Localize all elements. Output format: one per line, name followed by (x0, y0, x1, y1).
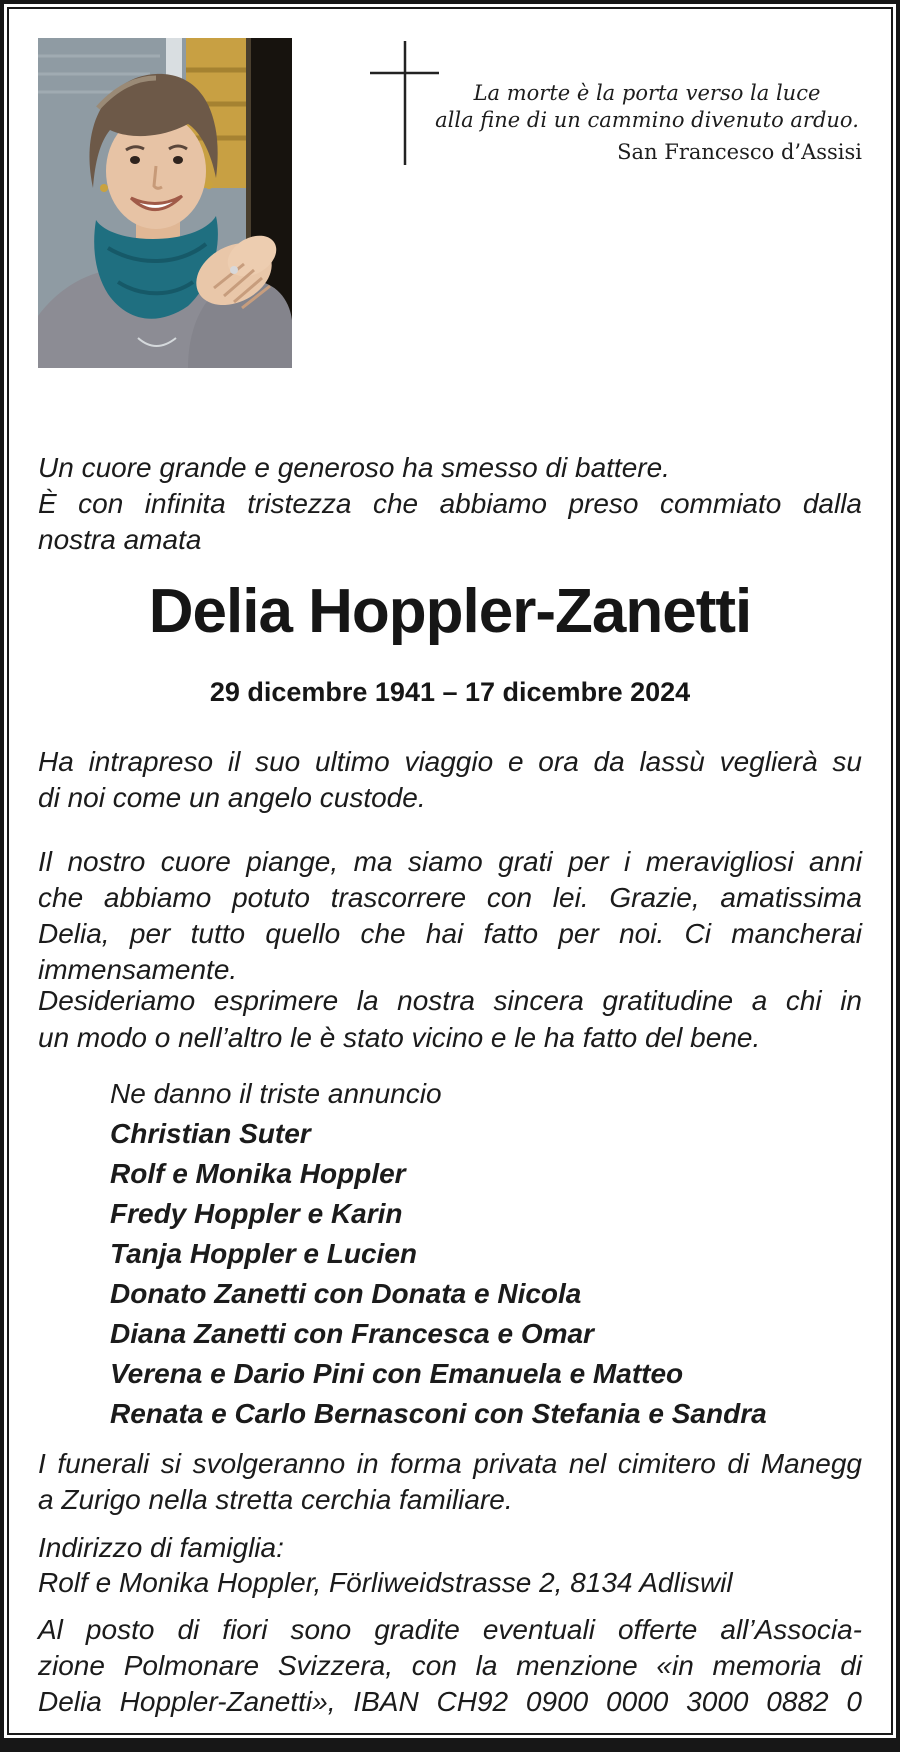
portrait-photo (38, 38, 292, 368)
quote-line: alla fine di un cammino divenuto arduo. (435, 108, 859, 132)
text-line: Verena e Dario Pini con Emanuela e Matteo (110, 1358, 684, 1389)
text-line: Un cuore grande e generoso ha smesso di battere. (38, 452, 670, 483)
quote-line: La morte è la porta verso la luce (473, 81, 821, 105)
family-address-section (38, 1530, 862, 1600)
text-line: Christian Suter (110, 1118, 311, 1149)
text-line: un modo o nell’altro le è stato vicino e le ha fatto del bene. (38, 1022, 761, 1053)
text-line: Rolf e Monika Hoppler (110, 1158, 406, 1189)
grief-paragraph (38, 844, 862, 988)
text-line: Renata e Carlo Bernasconi con Stefania e Sandra (110, 1398, 767, 1429)
text-line: immensamente. (38, 954, 238, 985)
text-line: Delia Hoppler-Zanetti», IBAN CH92 0900 0000 3000 0882 0 (38, 1686, 862, 1717)
text-line: nostra amata (38, 524, 202, 555)
text-line: Fredy Hoppler e Karin (110, 1198, 403, 1229)
text-line: Donato Zanetti con Donata e Nicola (110, 1278, 582, 1309)
text-line: È con infinita tristezza che abbiamo preso commiato dalla (38, 488, 862, 519)
text-line: I funerali si svolgeranno in forma privata nel cimitero di Manegg (38, 1448, 862, 1479)
text-line: Il nostro cuore piange, ma siamo grati per i meravigliosi anni (38, 846, 862, 877)
donation-paragraph (38, 1612, 862, 1720)
mourners-list (110, 1114, 862, 1434)
announcement-label: Ne danno il triste annuncio (110, 1078, 442, 1109)
text-line: Desideriamo esprimere la nostra sincera gratitudine a chi in (38, 985, 862, 1016)
family-address-line: Rolf e Monika Hoppler, Förliweidstrasse 2, 8134 Adliswil (38, 1567, 733, 1598)
text-line: zione Polmonare Svizzera, con la menzione «in memoria di (38, 1650, 862, 1681)
text-line: Diana Zanetti con Francesca e Omar (110, 1318, 594, 1349)
life-dates: 29 dicembre 1941 – 17 dicembre 2024 (209, 677, 691, 707)
family-address-label: Indirizzo di famiglia: (38, 1532, 284, 1563)
text-line: di noi come un angelo custode. (38, 782, 426, 813)
funeral-info-paragraph (38, 1446, 862, 1518)
announcement-section (110, 1074, 862, 1434)
gratitude-paragraph (38, 982, 862, 1056)
text-line: che abbiamo potuto trascorrere con lei. Grazie, amatissima (38, 882, 862, 913)
portrait-illustration (38, 38, 292, 368)
text-line: Ha intrapreso il suo ultimo viaggio e ora da lassù veglierà su (38, 746, 862, 777)
quote-attribution: San Francesco d’Assisi (617, 140, 862, 164)
deceased-name: Delia Hoppler-Zanetti (148, 577, 752, 646)
journey-paragraph (38, 744, 862, 816)
memorial-cross-icon (366, 38, 442, 168)
text-line: a Zurigo nella stretta cerchia familiare. (38, 1484, 513, 1515)
text-line: Tanja Hoppler e Lucien (110, 1238, 418, 1269)
text-line: Al posto di fiori sono gradite eventuali offerte all’Associa- (38, 1614, 862, 1645)
text-line: Delia, per tutto quello che hai fatto per noi. Ci mancherai (38, 918, 862, 949)
memorial-quote (432, 80, 862, 166)
intro-paragraph (38, 450, 862, 558)
